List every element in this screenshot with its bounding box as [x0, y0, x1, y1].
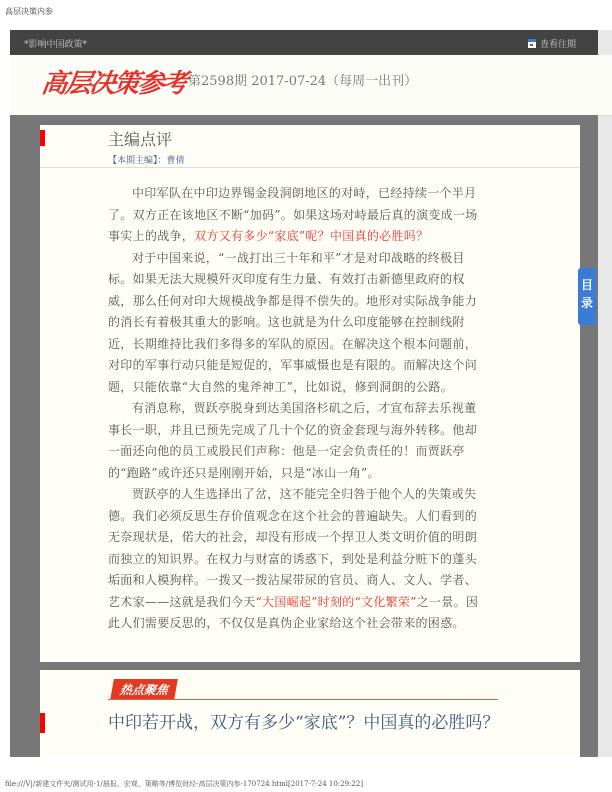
- hot-topics-card: [40, 670, 580, 757]
- section-marker: [40, 130, 45, 146]
- issue-info: 第2598期 2017-07-24（每周一出刊）: [188, 74, 418, 89]
- past-issues-label: 查看往期: [539, 40, 576, 50]
- paragraph: [108, 183, 482, 248]
- paragraph: 有消息称，贾跃亭脱身到达美国洛杉矶之后，才宣布辞去乐视董事长一职，并且已预先完成了几十个亿的资金套现与海外转移。他却一面还向他的员工或股民们声称：他是一定会负责任的！而贾跃亭的“跑路”或许还只是刚刚开始，只是“冰山一角”。: [108, 401, 478, 480]
- divider: [40, 167, 580, 168]
- toc-button[interactable]: 目录: [578, 268, 596, 325]
- calendar-icon: [528, 39, 536, 48]
- paragraph-text: 之一景。因此人们需要反思的，不仅仅是真伪企业家给这个社会带来的困惑。: [108, 594, 479, 630]
- footer-url: file:///V|/新建文件夹/测试用-1/晨报、宏观、策略等/博览财经-高层决策内参-170724.html[2017-7-24 10:29:22]: [5, 780, 364, 788]
- section-marker: [40, 713, 45, 733]
- paragraph: [108, 484, 482, 635]
- section-title: 主编点评: [108, 130, 173, 149]
- divider: [108, 699, 498, 700]
- past-issues-link[interactable]: [528, 37, 576, 50]
- highlight-link[interactable]: “大国崛起”时刻的“文化繁荣”: [255, 594, 417, 609]
- editor-name: 曹倩: [166, 156, 185, 166]
- slogan: *影响中国政策*: [24, 40, 88, 50]
- logo: 高层决策参考: [39, 69, 188, 99]
- top-bar: [10, 30, 598, 55]
- paragraph-text: 中印军队在中印边界锡金段洞朗地区的对峙，已经持续一个半月了。双方正在该地区不断“加码”。如果这场对峙最后真的演变成一场事实上的战争，: [108, 186, 478, 243]
- hot-headline[interactable]: 中印若开战，双方有多少“家底”？中国真的必胜吗？: [108, 713, 500, 733]
- paragraph: 对于中国来说，“一战打出三十年和平”才是对印战略的终极目标。如果无法大规模歼灭印度有生力量、有效打击新德里政府的权威，那么任何对印大规模战争都是得不偿失的。地形对实际战争能力的消长有着极其重大的影响。这也就是为什么印度能够在控制线附近，长期维持比我们多得多的军队的原因。在解决这个根本问题前，对印的军事行动只能是短促的，军事威慑也是有限的。而解决这个问题，只能依靠“大自然的鬼斧神工”，比如说，修到洞朗的公路。: [108, 250, 478, 394]
- paragraph-text: 贾跃亭的人生选择出了岔，这不能完全归咎于他个人的失策或失德。我们必须反思生存价值观念在这个社会的普遍缺失。人们看到的无奈现状是，偌大的社会，却没有形成一个捍卫人类文明价值的明朗而独立的知识界。在权力与财富的诱惑下，到处是利益分赃下的蓬头垢面和人模狗样。一拨又一拨沾屎带尿的官员、商人、文人、学者、艺术家——这就是我们今天: [108, 487, 478, 609]
- header-band: [10, 55, 612, 116]
- editor-line: [108, 153, 185, 166]
- scroll-gutter: [598, 30, 612, 757]
- highlight-link[interactable]: 双方又有多少“家底”呢？中国真的必胜吗？: [194, 229, 429, 243]
- page-title: 高层决策内参: [5, 7, 53, 16]
- editor-label: 【本期主编】：: [108, 156, 167, 166]
- editorial-body: [108, 183, 482, 635]
- hot-topics-badge: 热点聚焦: [110, 679, 178, 700]
- editorial-card: [40, 125, 580, 662]
